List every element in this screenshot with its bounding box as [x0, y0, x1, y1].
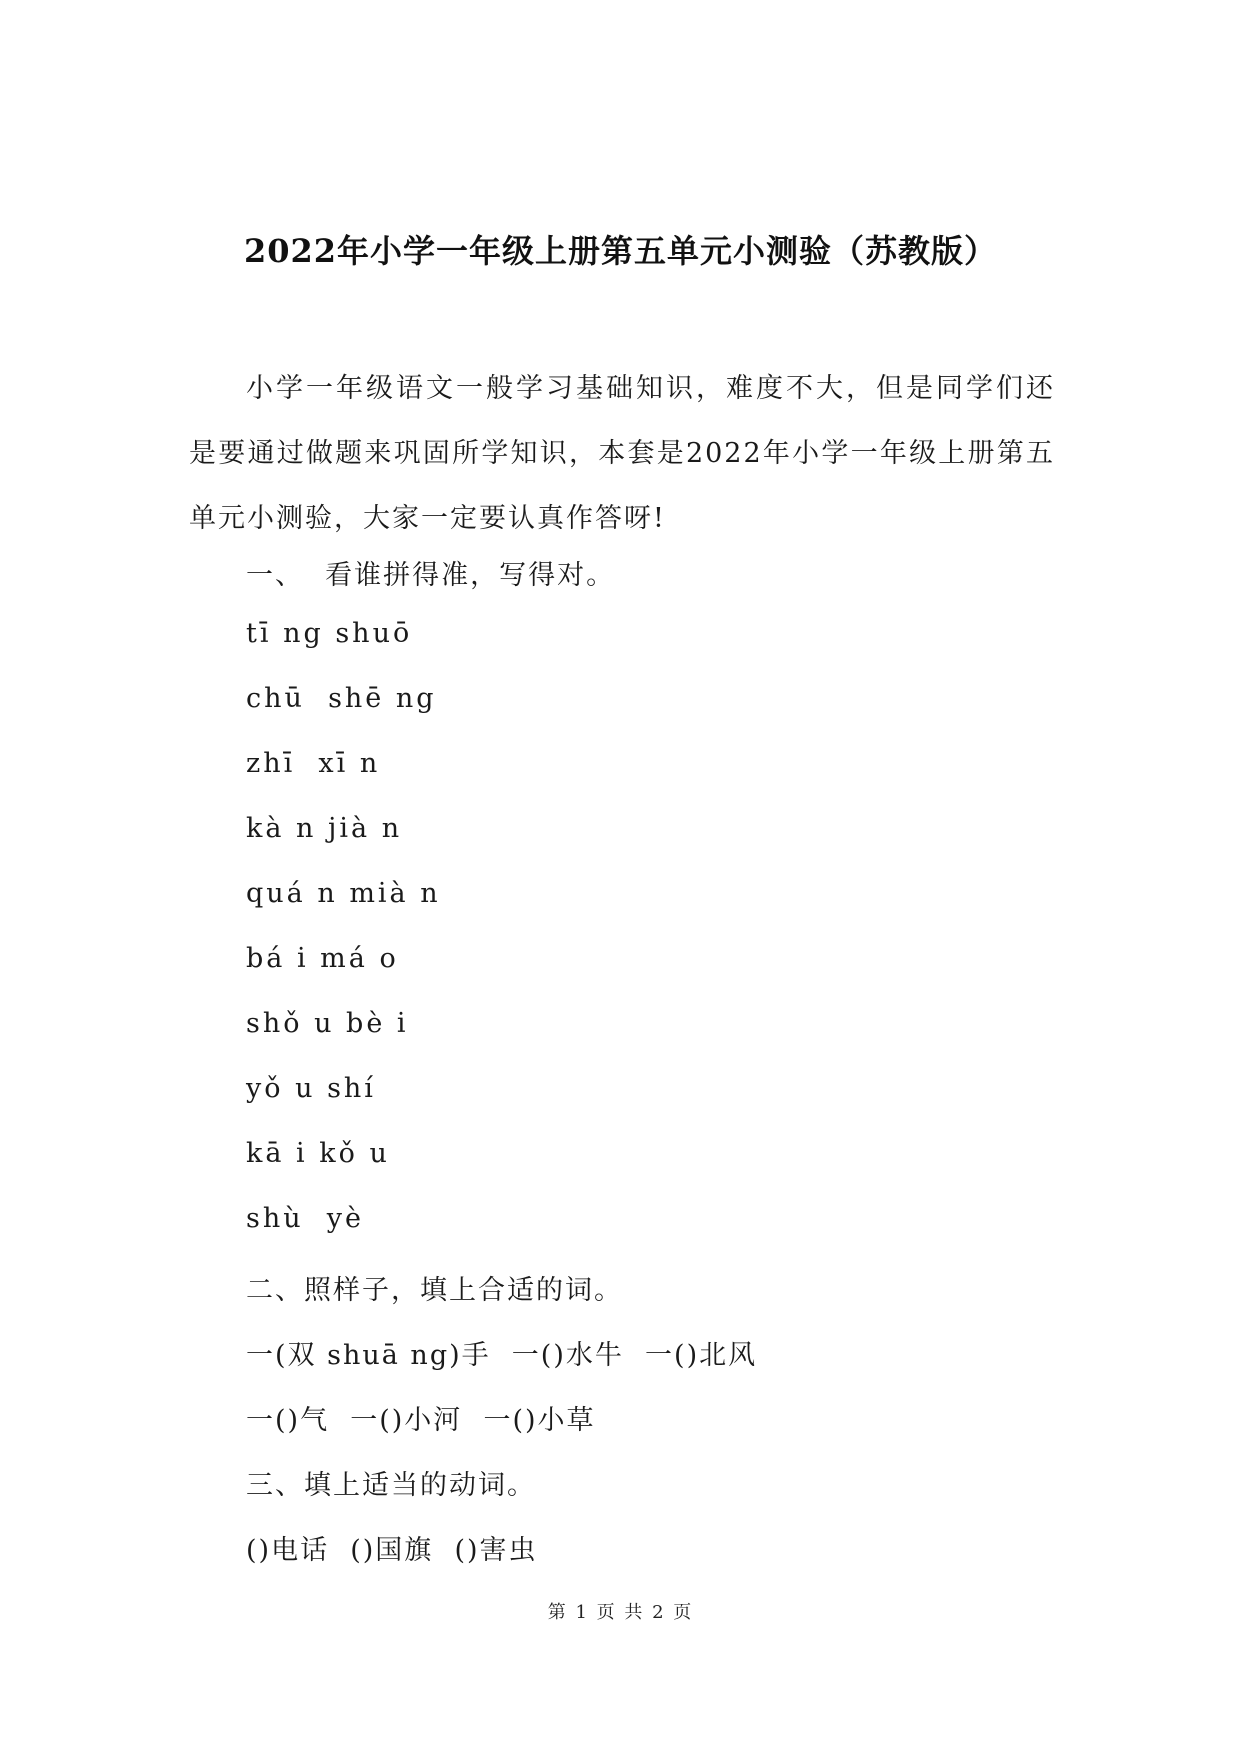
- fill-in-line: ()电话 ()国旗 ()害虫: [246, 1535, 538, 1566]
- pinyin-item: shù yè: [246, 1203, 365, 1234]
- pinyin-item: kà n jià n: [246, 813, 403, 844]
- pinyin-item: shǒ u bè i: [246, 1008, 409, 1039]
- pinyin-item: quá n mià n: [246, 878, 441, 909]
- pinyin-item: chū shē ng: [246, 683, 437, 714]
- pinyin-item: kā i kǒ u: [246, 1138, 390, 1169]
- section-3-heading: 三、填上适当的动词。: [246, 1470, 536, 1501]
- section-1-heading: 一、 看谁拼得准，写得对。: [246, 560, 616, 591]
- pinyin-item: tī ng shuō: [246, 618, 413, 649]
- pinyin-item: yǒ u shí: [246, 1073, 376, 1104]
- intro-paragraph: 小学一年级语文一般学习基础知识，难度不大，但是同学们还是要通过做题来巩固所学知识，本套是2022年小学一年级上册第五单元小测验，大家一定要认真作答呀!: [189, 373, 1055, 534]
- document-title: 2022年小学一年级上册第五单元小测验（苏教版）: [243, 232, 998, 270]
- pinyin-item: zhī xī n: [246, 748, 381, 779]
- pinyin-item: bá i má o: [246, 943, 399, 974]
- page-footer: 第 1 页 共 2 页: [547, 1602, 694, 1623]
- section-2-heading: 二、照样子，填上合适的词。: [246, 1275, 623, 1306]
- fill-in-line: 一()气 一()小河 一()小草: [246, 1405, 596, 1436]
- fill-in-line: 一(双 shuā ng)手 一()水牛 一()北风: [246, 1340, 758, 1371]
